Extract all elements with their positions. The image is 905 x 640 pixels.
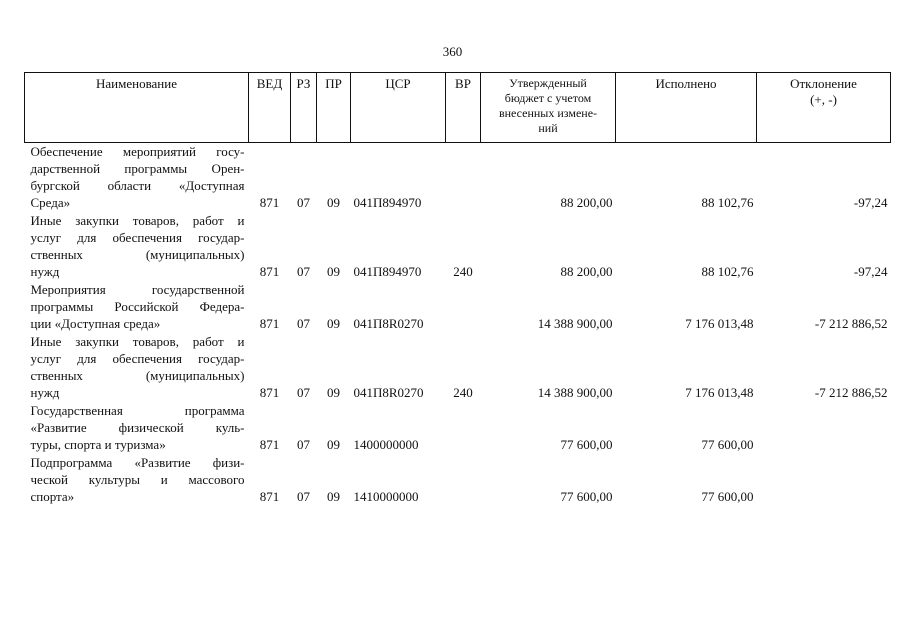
row-csr: 1400000000 [353, 437, 419, 452]
header-budget-line: ний [538, 121, 558, 135]
row-executed: 88 102,76 [701, 264, 754, 279]
row-executed: 77 600,00 [701, 437, 754, 452]
row-vr [446, 454, 481, 506]
row-budget: 77 600,00 [560, 489, 613, 504]
row-rz: 07 [297, 437, 310, 452]
header-deviation-line: Отклонение [790, 76, 857, 91]
header-deviation [757, 73, 891, 143]
row-csr: 041П8R0270 [353, 316, 424, 331]
header-executed: Исполнено [616, 73, 757, 143]
row-name-line: услуг для обеспечения государ- [30, 230, 245, 245]
table-row [25, 333, 891, 402]
row-name [25, 143, 249, 213]
row-name-line: Государственная программа [30, 403, 245, 418]
row-name-line: ственных (муниципальных) [30, 247, 245, 262]
row-name-line: Среда» [30, 195, 71, 210]
row-name-line: нужд [30, 264, 60, 279]
row-budget: 14 388 900,00 [537, 316, 613, 331]
row-name [25, 402, 249, 454]
header-deviation-line: (+, -) [810, 92, 837, 107]
header-ved: ВЕД [249, 73, 291, 143]
row-ved: 871 [259, 385, 280, 400]
header-budget-line: внесенных измене- [498, 106, 598, 120]
header-name: Наименование [25, 73, 249, 143]
row-name-line: услуг для обеспечения государ- [30, 351, 245, 366]
table-row [25, 454, 891, 506]
row-pr: 09 [327, 316, 340, 331]
row-name-line: спорта» [30, 489, 75, 504]
row-csr: 1410000000 [353, 489, 419, 504]
header-vr: ВР [446, 73, 481, 143]
row-name-line: ции «Доступная среда» [30, 316, 161, 331]
row-ved: 871 [259, 489, 280, 504]
row-ved: 871 [259, 264, 280, 279]
row-executed: 88 102,76 [701, 195, 754, 210]
row-name-line: ственных (муниципальных) [30, 368, 245, 383]
row-csr: 041П894970 [353, 264, 422, 279]
row-vr: 240 [453, 385, 473, 400]
row-budget: 88 200,00 [560, 264, 613, 279]
page-number: 360 [442, 44, 463, 59]
header-pr: ПР [317, 73, 351, 143]
row-executed: 77 600,00 [701, 489, 754, 504]
row-pr: 09 [327, 264, 340, 279]
row-name-line: Иные закупки товаров, работ и [30, 334, 245, 349]
row-name-line: Мероприятия государственной [30, 282, 245, 297]
row-csr: 041П894970 [353, 195, 422, 210]
row-budget: 88 200,00 [560, 195, 613, 210]
row-vr: 240 [453, 264, 473, 279]
row-name-line: «Развитие физической куль- [30, 420, 245, 435]
row-pr: 09 [327, 437, 340, 452]
row-name [25, 454, 249, 506]
row-ved: 871 [259, 437, 280, 452]
row-name-line: Иные закупки товаров, работ и [30, 213, 245, 228]
row-executed: 7 176 013,48 [685, 385, 754, 400]
table-row [25, 143, 891, 213]
header-budget-line: бюджет с учетом [504, 91, 592, 105]
row-deviation [757, 402, 891, 454]
row-deviation [757, 454, 891, 506]
row-budget: 14 388 900,00 [537, 385, 613, 400]
row-pr: 09 [327, 385, 340, 400]
row-name [25, 333, 249, 402]
table-row [25, 212, 891, 281]
table-row [25, 281, 891, 333]
row-vr [446, 143, 481, 213]
header-budget [481, 73, 616, 143]
row-name-line: дарственной программы Орен- [30, 161, 245, 176]
header-rz: РЗ [291, 73, 317, 143]
row-ved: 871 [259, 195, 280, 210]
header-csr: ЦСР [351, 73, 446, 143]
row-pr: 09 [327, 195, 340, 210]
row-ved: 871 [259, 316, 280, 331]
row-name-line: Подпрограмма «Развитие физи- [30, 455, 245, 470]
row-name-line: программы Российской Федера- [30, 299, 245, 314]
row-name [25, 281, 249, 333]
row-csr: 041П8R0270 [353, 385, 424, 400]
row-name [25, 212, 249, 281]
row-name-line: нужд [30, 385, 60, 400]
row-rz: 07 [297, 385, 310, 400]
row-rz: 07 [297, 195, 310, 210]
row-deviation: -97,24 [853, 195, 888, 210]
row-budget: 77 600,00 [560, 437, 613, 452]
row-pr: 09 [327, 489, 340, 504]
budget-table [24, 72, 891, 506]
row-deviation: -7 212 886,52 [814, 316, 888, 331]
row-name-line: ческой культуры и массового [30, 472, 245, 487]
row-name-line: бургской области «Доступная [30, 178, 245, 193]
row-name-line: туры, спорта и туризма» [30, 437, 166, 452]
row-rz: 07 [297, 316, 310, 331]
header-budget-line: Утвержденный [509, 76, 587, 90]
table-row [25, 402, 891, 454]
row-vr [446, 402, 481, 454]
row-deviation: -7 212 886,52 [814, 385, 888, 400]
row-executed: 7 176 013,48 [685, 316, 754, 331]
row-rz: 07 [297, 264, 310, 279]
row-vr [446, 281, 481, 333]
row-rz: 07 [297, 489, 310, 504]
row-name-line: Обеспечение мероприятий госу- [30, 144, 245, 159]
row-deviation: -97,24 [853, 264, 888, 279]
table-header-row [25, 73, 891, 143]
